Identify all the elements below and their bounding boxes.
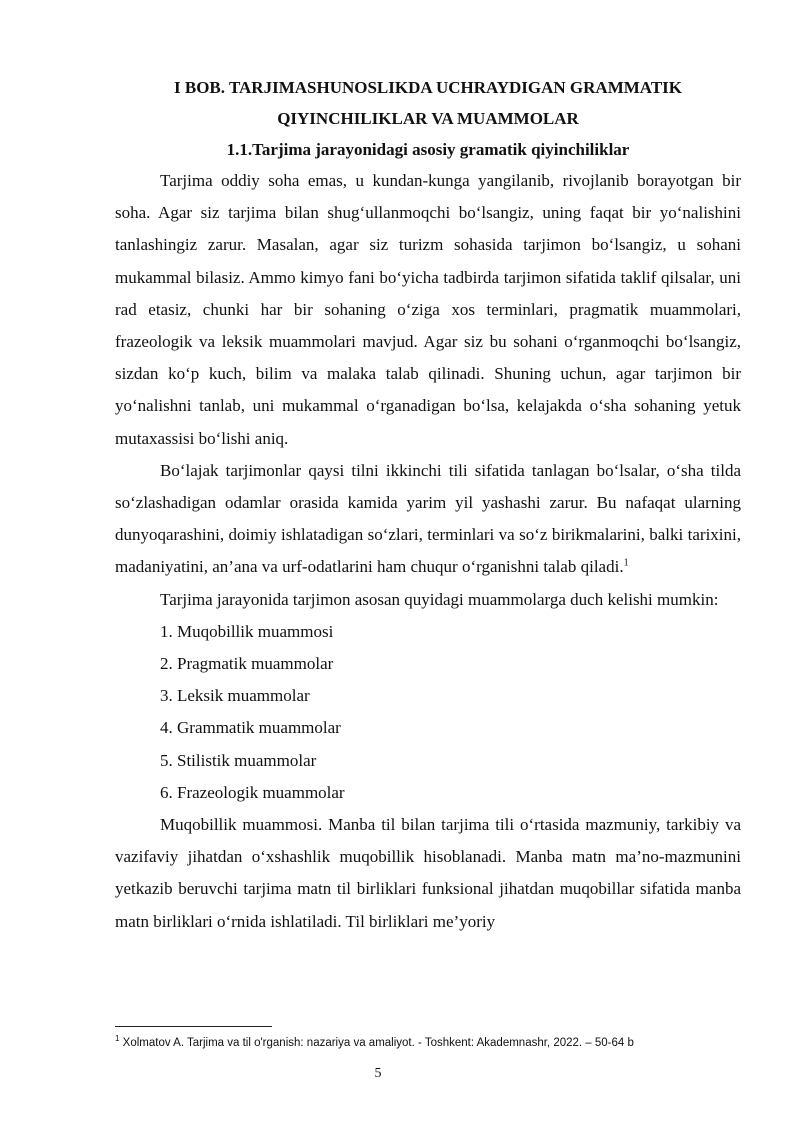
footnote-text: Xolmatov A. Tarjima va til o'rganish: nazariya va amaliyot. - Toshkent: Akademnashr, 2022. – 50-64 b xyxy=(119,1037,634,1049)
chapter-title-line-1: I BOB. TARJIMASHUNOSLIKDA UCHRAYDIGAN GRAMMATIK xyxy=(173,78,682,97)
list-item: 3. Leksik muammolar xyxy=(160,686,310,706)
list-item: 2. Pragmatik muammolar xyxy=(160,654,334,674)
footnote-mark: 1 xyxy=(115,1034,120,1044)
paragraph-2-text: Bo‘lajak tarjimonlar qaysi tilni ikkinchi tili sifatida tanlagan bo‘lsalar, o‘sha tilda so‘zlashadigan odamlar orasida kamida yarim yil yashashi zarur. Bu nafaqat ularning dunyoqarashini, doimiy ishlatadigan so‘zlari, terminlari va so‘z birikmalarini, balki tarixini, madaniyatini, an’ana va urf-odatlarini ham chuqur o‘rganishni talab qiladi. xyxy=(115,460,741,577)
document-page xyxy=(115,72,741,938)
footnote xyxy=(115,1036,741,1050)
paragraph-3: Tarjima jarayonida tarjimon asosan quyidagi muammolarga duch kelishi mumkin: xyxy=(160,589,719,609)
list-item: 5. Stilistik muammolar xyxy=(160,750,317,770)
footnote-reference: 1 xyxy=(623,557,629,569)
problem-list xyxy=(115,616,741,809)
section-title: 1.1.Tarjima jarayonidagi asosiy gramatik qiyinchiliklar xyxy=(226,140,630,159)
paragraph-2 xyxy=(115,455,741,584)
chapter-title-line-2: QIYINCHILIKLAR VA MUAMMOLAR xyxy=(277,109,579,128)
list-item: 4. Grammatik muammolar xyxy=(160,718,341,738)
list-item: 6. Frazeologik muammolar xyxy=(160,782,345,802)
page-number: 5 xyxy=(374,1066,382,1081)
paragraph-4: Muqobillik muammosi. Manba til bilan tarjima tili o‘rtasida mazmuniy, tarkibiy va vazifaviy jihatdan o‘xshashlik muqobillik hisoblanadi. Manba matn ma’no-mazmunini yetkazib beruvchi tarjima matn til birliklari funksional jihatdan muqobillar sifatida manba matn birliklari o‘rnida ishlatiladi. Til birliklari me’yoriy xyxy=(115,815,741,931)
paragraph-1: Tarjima oddiy soha emas, u kundan-kunga yangilanib, rivojlanib borayotgan bir soha. Agar siz tarjima bilan shug‘ullanmoqchi bo‘lsangiz, uning faqat bir yo‘nalishini tanlashingiz zarur. Masalan, agar siz turizm sohasida tarjimon bo‘lsangiz, u sohani mukammal bilasiz. Ammo kimyo fani bo‘yicha tadbirda tarjimon sifatida taklif qilsalar, uni rad etasiz, chunki har bir sohaning o‘ziga xos terminlari, pragmatik muammolari, frazeologik va leksik muammolari mavjud. Agar siz bu sohani o‘rganmoqchi bo‘lsangiz, sizdan ko‘p kuch, bilim va malaka talab qilinadi. Shuning uchun, agar tarjimon bir yo‘nalishni tanlab, uni mukammal o‘rganadigan bo‘lsa, kelajakda o‘sha sohaning yetuk mutaxassisi bo‘lishi aniq. xyxy=(115,171,741,448)
list-item: 1. Muqobillik muammosi xyxy=(160,621,334,641)
footnote-divider xyxy=(115,1026,272,1027)
